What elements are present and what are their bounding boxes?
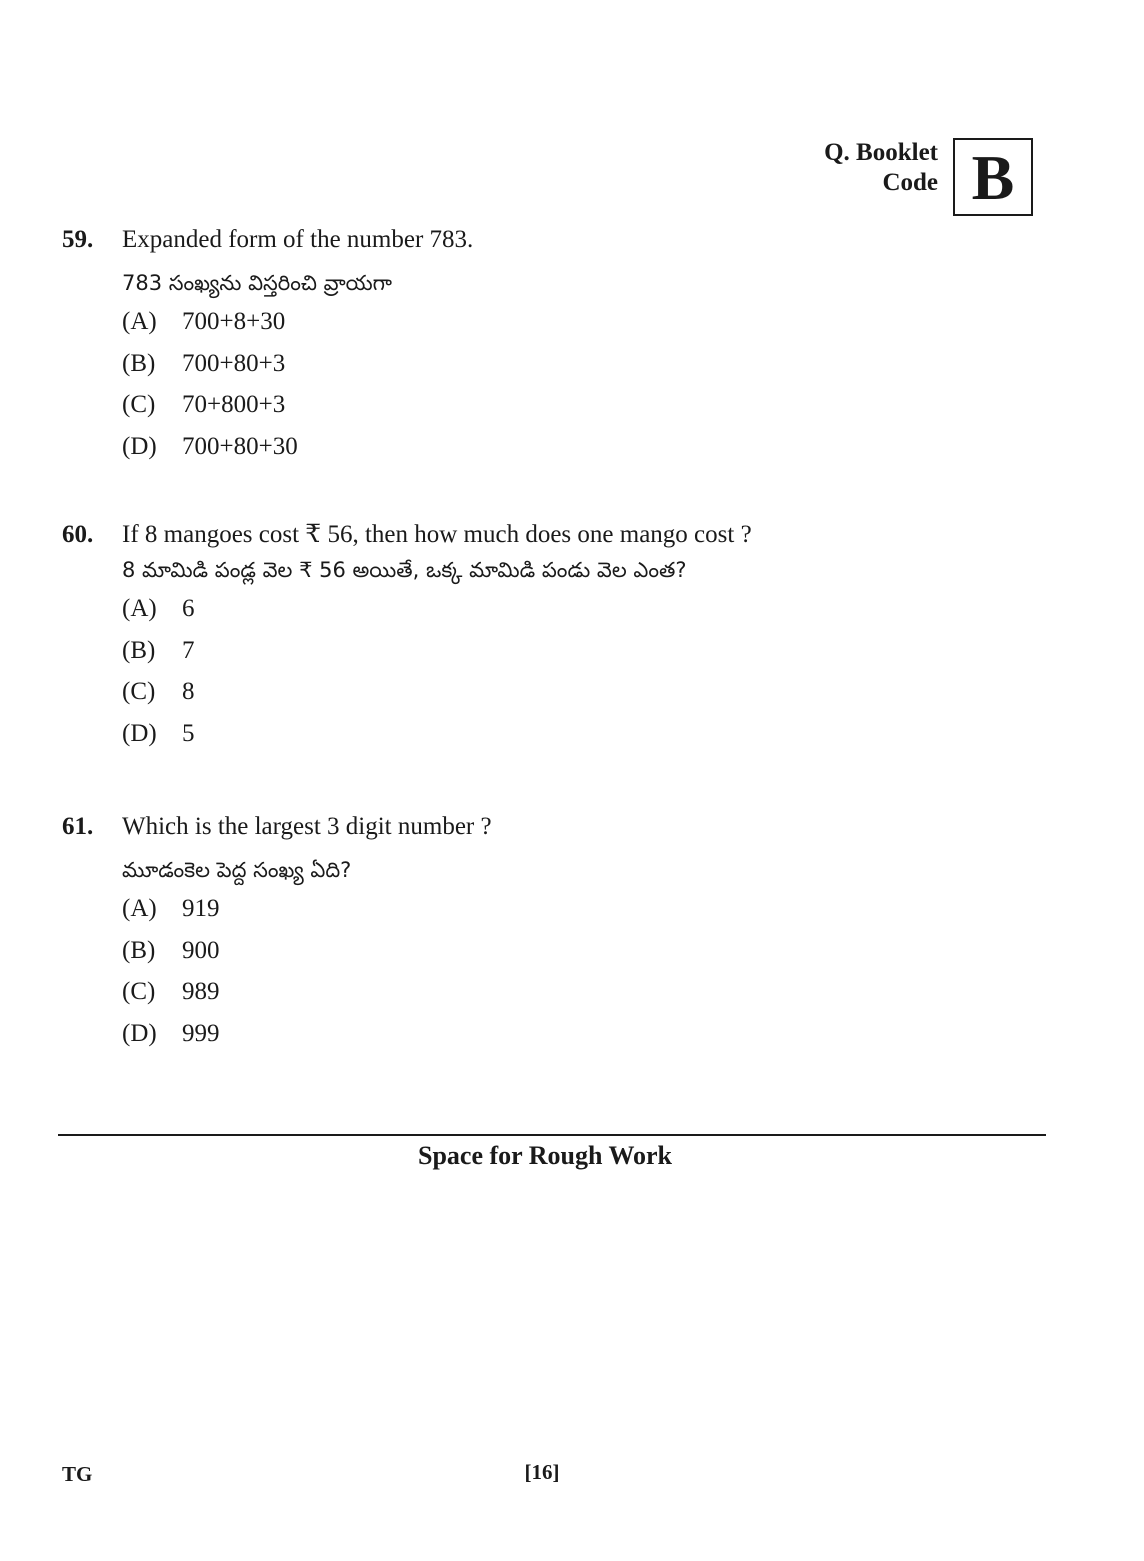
option-b [122,350,962,392]
question-stem [62,813,962,853]
options-list [122,895,962,1062]
booklet-code-box [953,138,1033,216]
question-text: Which is the largest 3 digit number ? [122,813,492,840]
option-value: 700+80+3 [182,349,286,377]
options-list [122,595,962,762]
page-number: [16] [524,1460,560,1484]
option-d [122,720,962,762]
option-letter: (C) [122,391,156,419]
option-value: 989 [182,978,220,1006]
question-60 [62,519,962,762]
booklet-code-letter: B [971,142,1015,213]
option-a [122,308,962,350]
option-value: 900 [182,936,220,964]
question-text-telugu: 783 సంఖ్యను విస్తరించి వ్రాయగా [122,271,392,295]
question-59 [62,226,962,475]
footer-series-code: TG [62,1462,93,1486]
option-b [122,937,962,979]
question-text: Expanded form of the number 783. [122,226,474,253]
option-letter: (D) [122,433,157,461]
option-c [122,678,962,720]
booklet-code-label [760,138,938,198]
option-c [122,978,962,1020]
question-number: 59. [62,226,94,253]
option-letter: (C) [122,678,156,706]
option-letter: (D) [122,1020,157,1048]
option-letter: (A) [122,895,157,922]
option-a [122,595,962,637]
option-value: 700+80+30 [182,433,298,461]
option-value: 7 [182,636,195,664]
question-number: 61. [62,813,94,840]
option-value: 919 [182,895,220,922]
option-b [122,637,962,679]
rough-work-title: Space for Rough Work [417,1141,673,1170]
question-text-telugu: మూడంకెల పెద్ద సంఖ్య ఏది? [122,858,352,882]
options-list [122,308,962,475]
option-letter: (A) [122,308,157,335]
option-value: 999 [182,1020,220,1048]
option-letter: (B) [122,349,156,377]
option-value: 5 [182,720,195,748]
option-value: 70+800+3 [182,391,286,419]
option-d [122,1020,962,1062]
option-letter: (C) [122,978,156,1006]
rough-work-divider [58,1134,1046,1136]
option-letter: (B) [122,636,156,664]
option-d [122,433,962,475]
booklet-label-line1: Q. Booklet [824,139,938,166]
option-c [122,391,962,433]
question-number: 60. [62,521,94,548]
option-value: 8 [182,678,195,706]
option-a [122,895,962,937]
question-stem [62,519,962,559]
option-letter: (A) [122,595,157,622]
question-text-telugu: 8 మామిడి పండ్ల వెల ₹ 56 అయితే, ఒక్క మామిడి పండు వెల ఎంత? [122,558,687,582]
option-value: 700+8+30 [182,308,286,335]
question-text: If 8 mangoes cost ₹ 56, then how much does one mango cost ? [122,521,752,548]
option-letter: (D) [122,720,157,748]
booklet-label-line2: Code [882,169,938,196]
option-value: 6 [182,595,195,622]
question-61 [62,813,962,1062]
question-stem [62,226,962,266]
option-letter: (B) [122,936,156,964]
